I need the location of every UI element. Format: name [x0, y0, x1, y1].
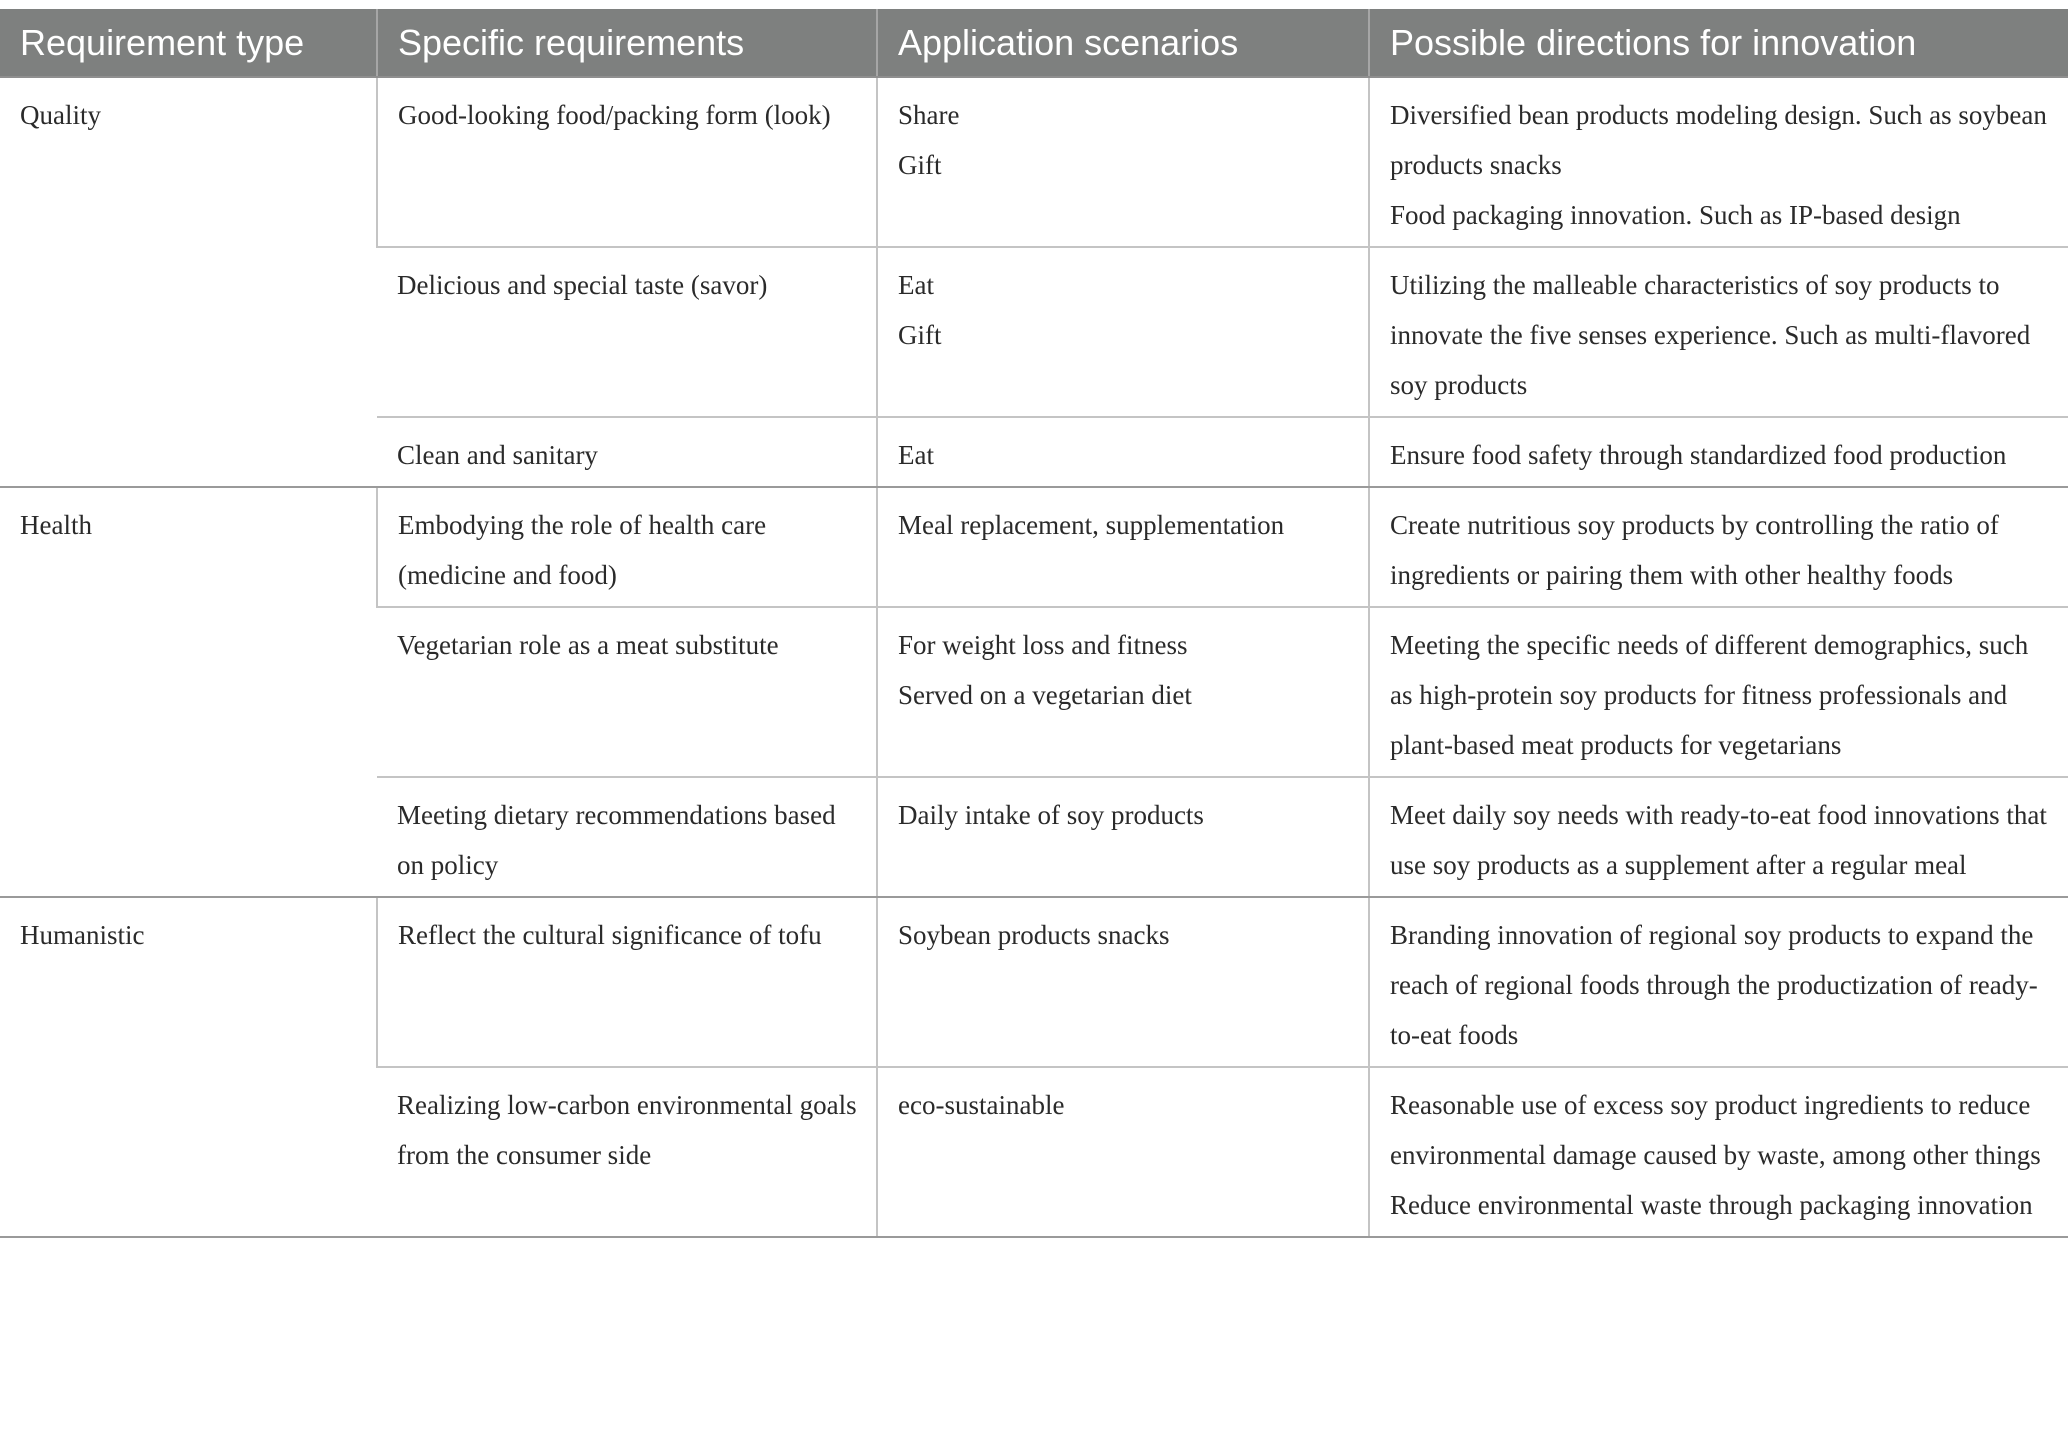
- specific-requirement-cell: Good-looking food/packing form (look): [377, 77, 877, 247]
- scenario-line: eco-sustainable: [898, 1090, 1065, 1120]
- scenario-line: Daily intake of soy products: [898, 800, 1204, 830]
- innovation-cell: [1369, 487, 2068, 607]
- innovation-line: Food packaging innovation. Such as IP-based design: [1390, 200, 1961, 230]
- innovation-line: Diversified bean products modeling design. Such as soybean products snacks: [1390, 100, 2047, 180]
- application-scenarios-cell: [877, 897, 1369, 1067]
- application-scenarios-cell: [877, 487, 1369, 607]
- application-scenarios-cell: [877, 247, 1369, 417]
- specific-requirement-cell: Clean and sanitary: [377, 417, 877, 487]
- specific-requirement-cell: Realizing low-carbon environmental goals from the consumer side: [377, 1067, 877, 1237]
- requirement-type-cell: Health: [0, 487, 377, 897]
- requirement-type-cell: Humanistic: [0, 897, 377, 1237]
- header-application-scenarios: Application scenarios: [877, 9, 1369, 77]
- scenario-line: Gift: [898, 320, 942, 350]
- innovation-line: Reasonable use of excess soy product ingredients to reduce environmental damage caused by waste, among other things: [1390, 1090, 2041, 1170]
- specific-requirement-cell: Embodying the role of health care (medicine and food): [377, 487, 877, 607]
- scenario-line: Served on a vegetarian diet: [898, 680, 1192, 710]
- innovation-line: Meeting the specific needs of different demographics, such as high-protein soy products for fitness professionals and plant-based meat products for vegetarians: [1390, 630, 2029, 760]
- scenario-line: Share: [898, 100, 960, 130]
- table-container: [0, 9, 2068, 1238]
- application-scenarios-cell: [877, 417, 1369, 487]
- scenario-line: Eat: [898, 440, 934, 470]
- specific-requirement-cell: Reflect the cultural significance of tofu: [377, 897, 877, 1067]
- requirement-type-cell: Quality: [0, 77, 377, 487]
- table-header: [0, 9, 2068, 77]
- requirements-table: [0, 9, 2068, 1238]
- specific-requirement-cell: Meeting dietary recommendations based on policy: [377, 777, 877, 897]
- application-scenarios-cell: [877, 77, 1369, 247]
- table-row: [0, 487, 2068, 607]
- scenario-line: Meal replacement, supplementation: [898, 510, 1285, 540]
- innovation-cell: [1369, 1067, 2068, 1237]
- innovation-line: Ensure food safety through standardized food production: [1390, 440, 2007, 470]
- table-row: [0, 77, 2068, 247]
- application-scenarios-cell: [877, 777, 1369, 897]
- scenario-line: For weight loss and fitness: [898, 630, 1188, 660]
- header-innovation-directions: Possible directions for innovation: [1369, 9, 2068, 77]
- innovation-line: Branding innovation of regional soy products to expand the reach of regional foods through the productization of ready-to-eat foods: [1390, 920, 2038, 1050]
- header-requirement-type: Requirement type: [0, 9, 377, 77]
- scenario-line: Soybean products snacks: [898, 920, 1170, 950]
- innovation-cell: [1369, 247, 2068, 417]
- application-scenarios-cell: [877, 1067, 1369, 1237]
- innovation-cell: [1369, 777, 2068, 897]
- innovation-cell: [1369, 417, 2068, 487]
- table-body: [0, 77, 2068, 1237]
- specific-requirement-cell: Vegetarian role as a meat substitute: [377, 607, 877, 777]
- specific-requirement-cell: Delicious and special taste (savor): [377, 247, 877, 417]
- table-row: [0, 897, 2068, 1067]
- header-row: [0, 9, 2068, 77]
- scenario-line: Eat: [898, 270, 934, 300]
- header-specific-requirements: Specific requirements: [377, 9, 877, 77]
- innovation-line: Create nutritious soy products by controlling the ratio of ingredients or pairing them with other healthy foods: [1390, 510, 1999, 590]
- innovation-cell: [1369, 607, 2068, 777]
- innovation-line: Utilizing the malleable characteristics of soy products to innovate the five senses experience. Such as multi-flavored soy products: [1390, 270, 2031, 400]
- application-scenarios-cell: [877, 607, 1369, 777]
- innovation-line: Reduce environmental waste through packaging innovation: [1390, 1190, 2033, 1220]
- innovation-cell: [1369, 897, 2068, 1067]
- scenario-line: Gift: [898, 150, 942, 180]
- innovation-line: Meet daily soy needs with ready-to-eat food innovations that use soy products as a supplement after a regular meal: [1390, 800, 2047, 880]
- innovation-cell: [1369, 77, 2068, 247]
